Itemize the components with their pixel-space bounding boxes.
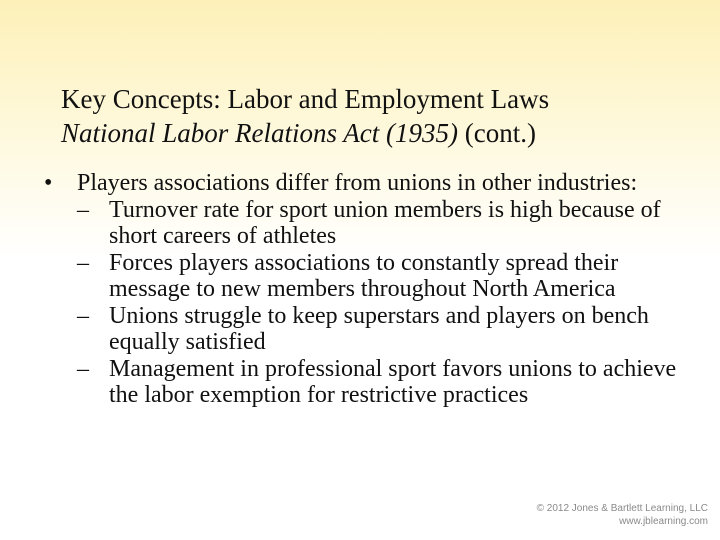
dash-marker: –: [77, 196, 89, 223]
sub-bullet-item: [30, 356, 700, 409]
subtitle-suffix: (cont.): [464, 118, 536, 148]
sub-bullet-text: Turnover rate for sport union members is high because of short careers of athletes: [109, 196, 661, 249]
slide-title: Key Concepts: Labor and Employment Laws: [61, 84, 550, 114]
sub-bullet-item: [30, 303, 700, 356]
slide-subtitle: [61, 116, 701, 150]
sub-bullet-text: Unions struggle to keep superstars and players on bench equally satisfied: [109, 302, 649, 355]
sub-bullet-text: Management in professional sport favors unions to achieve the labor exemption for restrictive practices: [109, 355, 677, 408]
sub-bullet-item: [30, 250, 700, 303]
subtitle-act-name: National Labor Relations Act (1935): [61, 118, 458, 148]
bullet-item: [30, 170, 700, 197]
website-text: www.jblearning.com: [619, 516, 708, 527]
sub-bullet-item: [30, 197, 700, 250]
slide-body: [30, 170, 700, 409]
dash-marker: –: [77, 302, 89, 329]
bullet-text: Players associations differ from unions in other industries:: [77, 170, 638, 196]
dash-marker: –: [77, 249, 89, 276]
slide-title-block: [61, 82, 701, 150]
sub-bullet-text: Forces players associations to constantly spread their message to new members throughout North America: [109, 249, 619, 302]
bullet-marker: •: [44, 170, 53, 196]
copyright-text: © 2012 Jones & Bartlett Learning, LLC: [536, 503, 708, 514]
copyright-footer: [537, 502, 708, 528]
dash-marker: –: [77, 355, 89, 382]
